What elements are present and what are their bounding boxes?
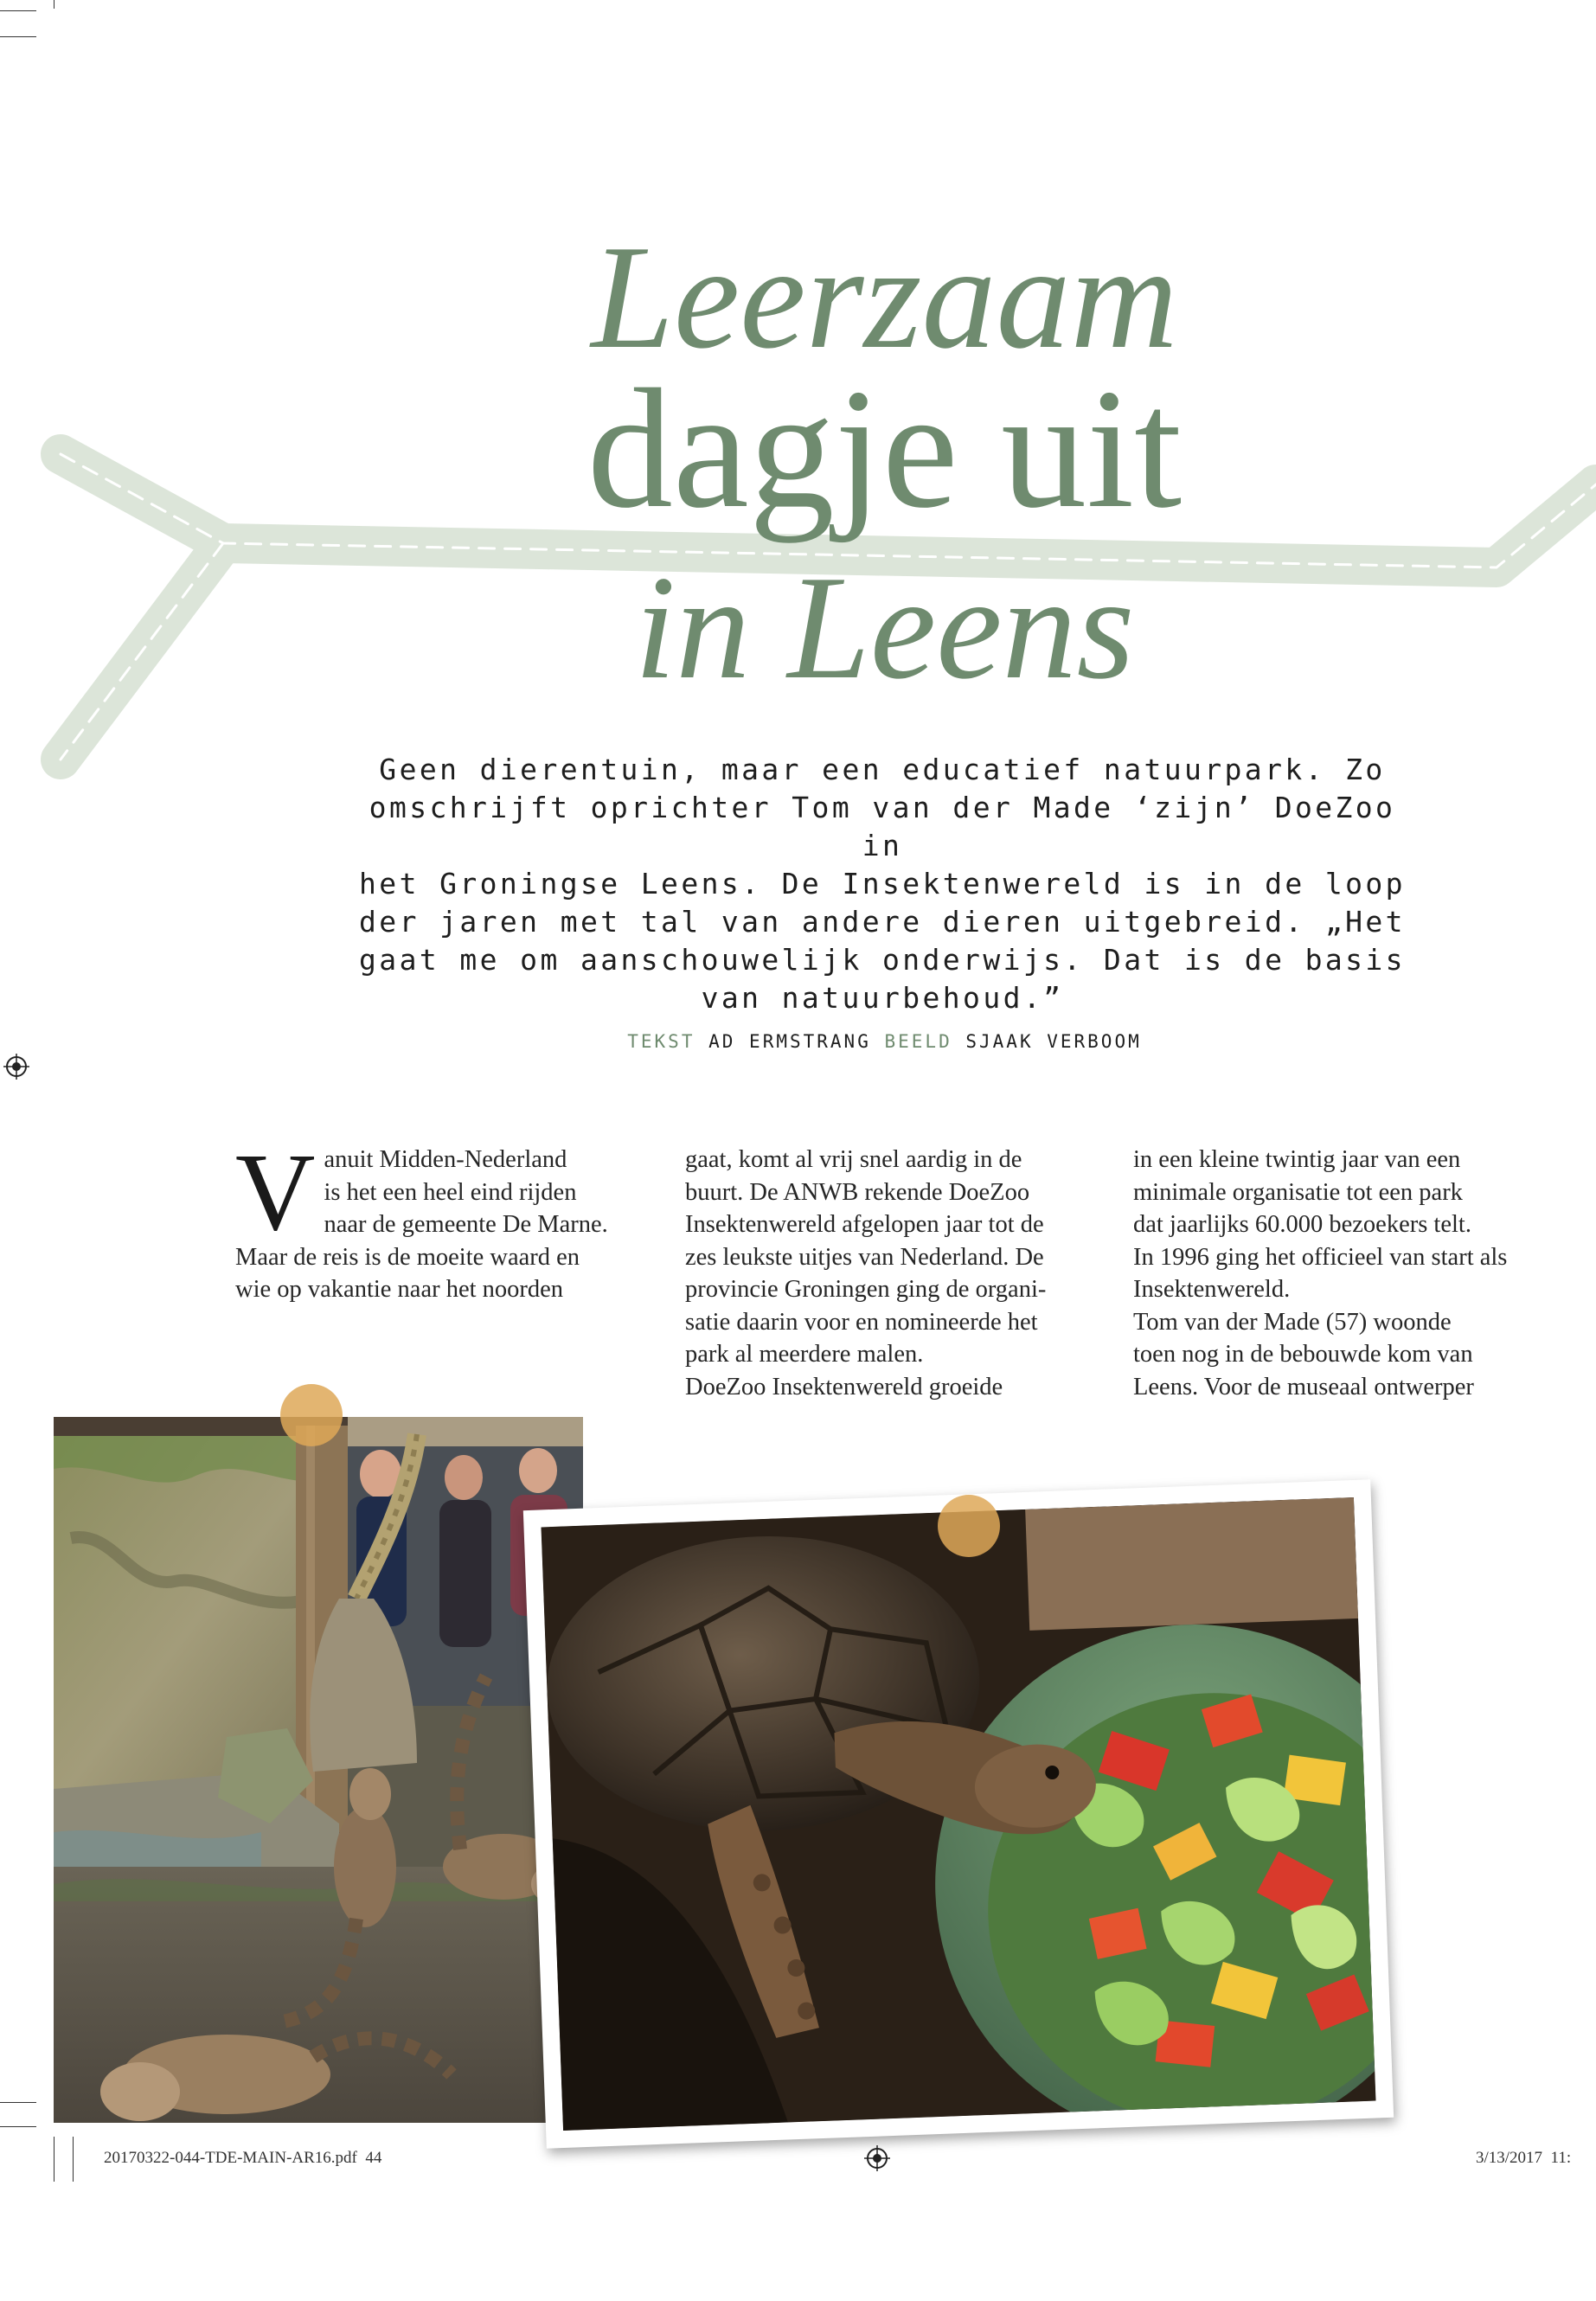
article-line: park al meerdere malen. xyxy=(685,1341,924,1368)
article-line: Insektenwereld. xyxy=(1133,1276,1291,1303)
drop-cap: V xyxy=(235,1131,316,1253)
crop-mark xyxy=(73,2137,74,2182)
crop-mark xyxy=(0,2102,36,2103)
title-line-1: Leerzaam xyxy=(591,215,1178,380)
article-line: is het een heel eind rijden xyxy=(324,1178,577,1206)
photo-coatis-illustration xyxy=(54,1417,583,2123)
article-line: toen nog in de bebouwde kom van xyxy=(1133,1341,1473,1368)
photo-tortoise-frame xyxy=(523,1479,1394,2148)
image-credit-name: SJAAK VERBOOM xyxy=(965,1031,1142,1052)
intro-line: der jaren met tal van andere dieren uitgebreid. „Het xyxy=(359,905,1406,939)
article-line: zes leukste uitjes van Nederland. De xyxy=(685,1243,1044,1271)
article-line: Maar de reis is de moeite waard en xyxy=(235,1243,580,1271)
byline xyxy=(0,1031,1596,1052)
article-line: satie daarin voor en nomineerde het xyxy=(685,1308,1038,1336)
article-line: wie op vakantie naar het noorden xyxy=(235,1276,564,1303)
title-line-3: in Leens xyxy=(634,546,1135,710)
image-credit-label: BEELD xyxy=(884,1031,952,1052)
article-line: buurt. De ANWB rekende DoeZoo xyxy=(685,1178,1030,1206)
article-line: provincie Groningen ging de organi- xyxy=(685,1276,1047,1303)
article-line: in een kleine twintig jaar van een xyxy=(1133,1146,1461,1173)
photo-coatis xyxy=(54,1417,583,2123)
text-credit-label: TEKST xyxy=(627,1031,695,1052)
photo-tortoise-illustration xyxy=(542,1497,1376,2131)
footer-filename: 20170322-044-TDE-MAIN-AR16.pdf 44 xyxy=(104,2149,382,2167)
intro-line: het Groningse Leens. De Insektenwereld is in de loop xyxy=(359,867,1406,901)
article-line: Tom van der Made (57) woonde xyxy=(1133,1308,1452,1336)
intro-paragraph xyxy=(346,751,1419,1017)
decorative-dot xyxy=(280,1384,343,1446)
article-line: DoeZoo Insektenwereld groeide xyxy=(685,1373,1003,1400)
article-column-3 xyxy=(1133,1144,1547,1403)
article-line: Insektenwereld afgelopen jaar tot de xyxy=(685,1211,1044,1238)
text-credit-name: AD ERMSTRANG xyxy=(708,1031,871,1052)
crop-mark xyxy=(0,2126,36,2127)
intro-line: van natuurbehoud.” xyxy=(701,981,1064,1015)
article-line: In 1996 ging het officieel van start als xyxy=(1133,1243,1508,1271)
intro-line: gaat me om aanschouwelijk onderwijs. Dat is de basis xyxy=(359,943,1406,977)
title-line-2: dagje uit xyxy=(586,354,1183,543)
article-line: anuit Midden-Nederland xyxy=(324,1146,567,1173)
article-column-2 xyxy=(685,1144,1099,1403)
intro-line: Geen dierentuin, maar een educatief natuurpark. Zo xyxy=(379,753,1386,786)
article-line: naar de gemeente De Marne. xyxy=(324,1211,608,1238)
article-line: minimale organisatie tot een park xyxy=(1133,1178,1463,1206)
footer-date: 3/13/2017 11: xyxy=(1476,2149,1572,2167)
article-column-1 xyxy=(235,1131,649,1306)
decorative-dot xyxy=(938,1495,1000,1557)
registration-mark-icon xyxy=(864,2145,890,2171)
registration-mark-icon xyxy=(3,1054,29,1080)
intro-line: omschrijft oprichter Tom van der Made ‘zijn’ DoeZoo in xyxy=(369,791,1396,862)
photo-tortoise xyxy=(542,1497,1376,2131)
article-line: dat jaarlijks 60.000 bezoekers telt. xyxy=(1133,1211,1471,1238)
article-line: gaat, komt al vrij snel aardig in de xyxy=(685,1146,1022,1173)
article-line: Leens. Voor de museaal ontwerper xyxy=(1133,1373,1474,1400)
